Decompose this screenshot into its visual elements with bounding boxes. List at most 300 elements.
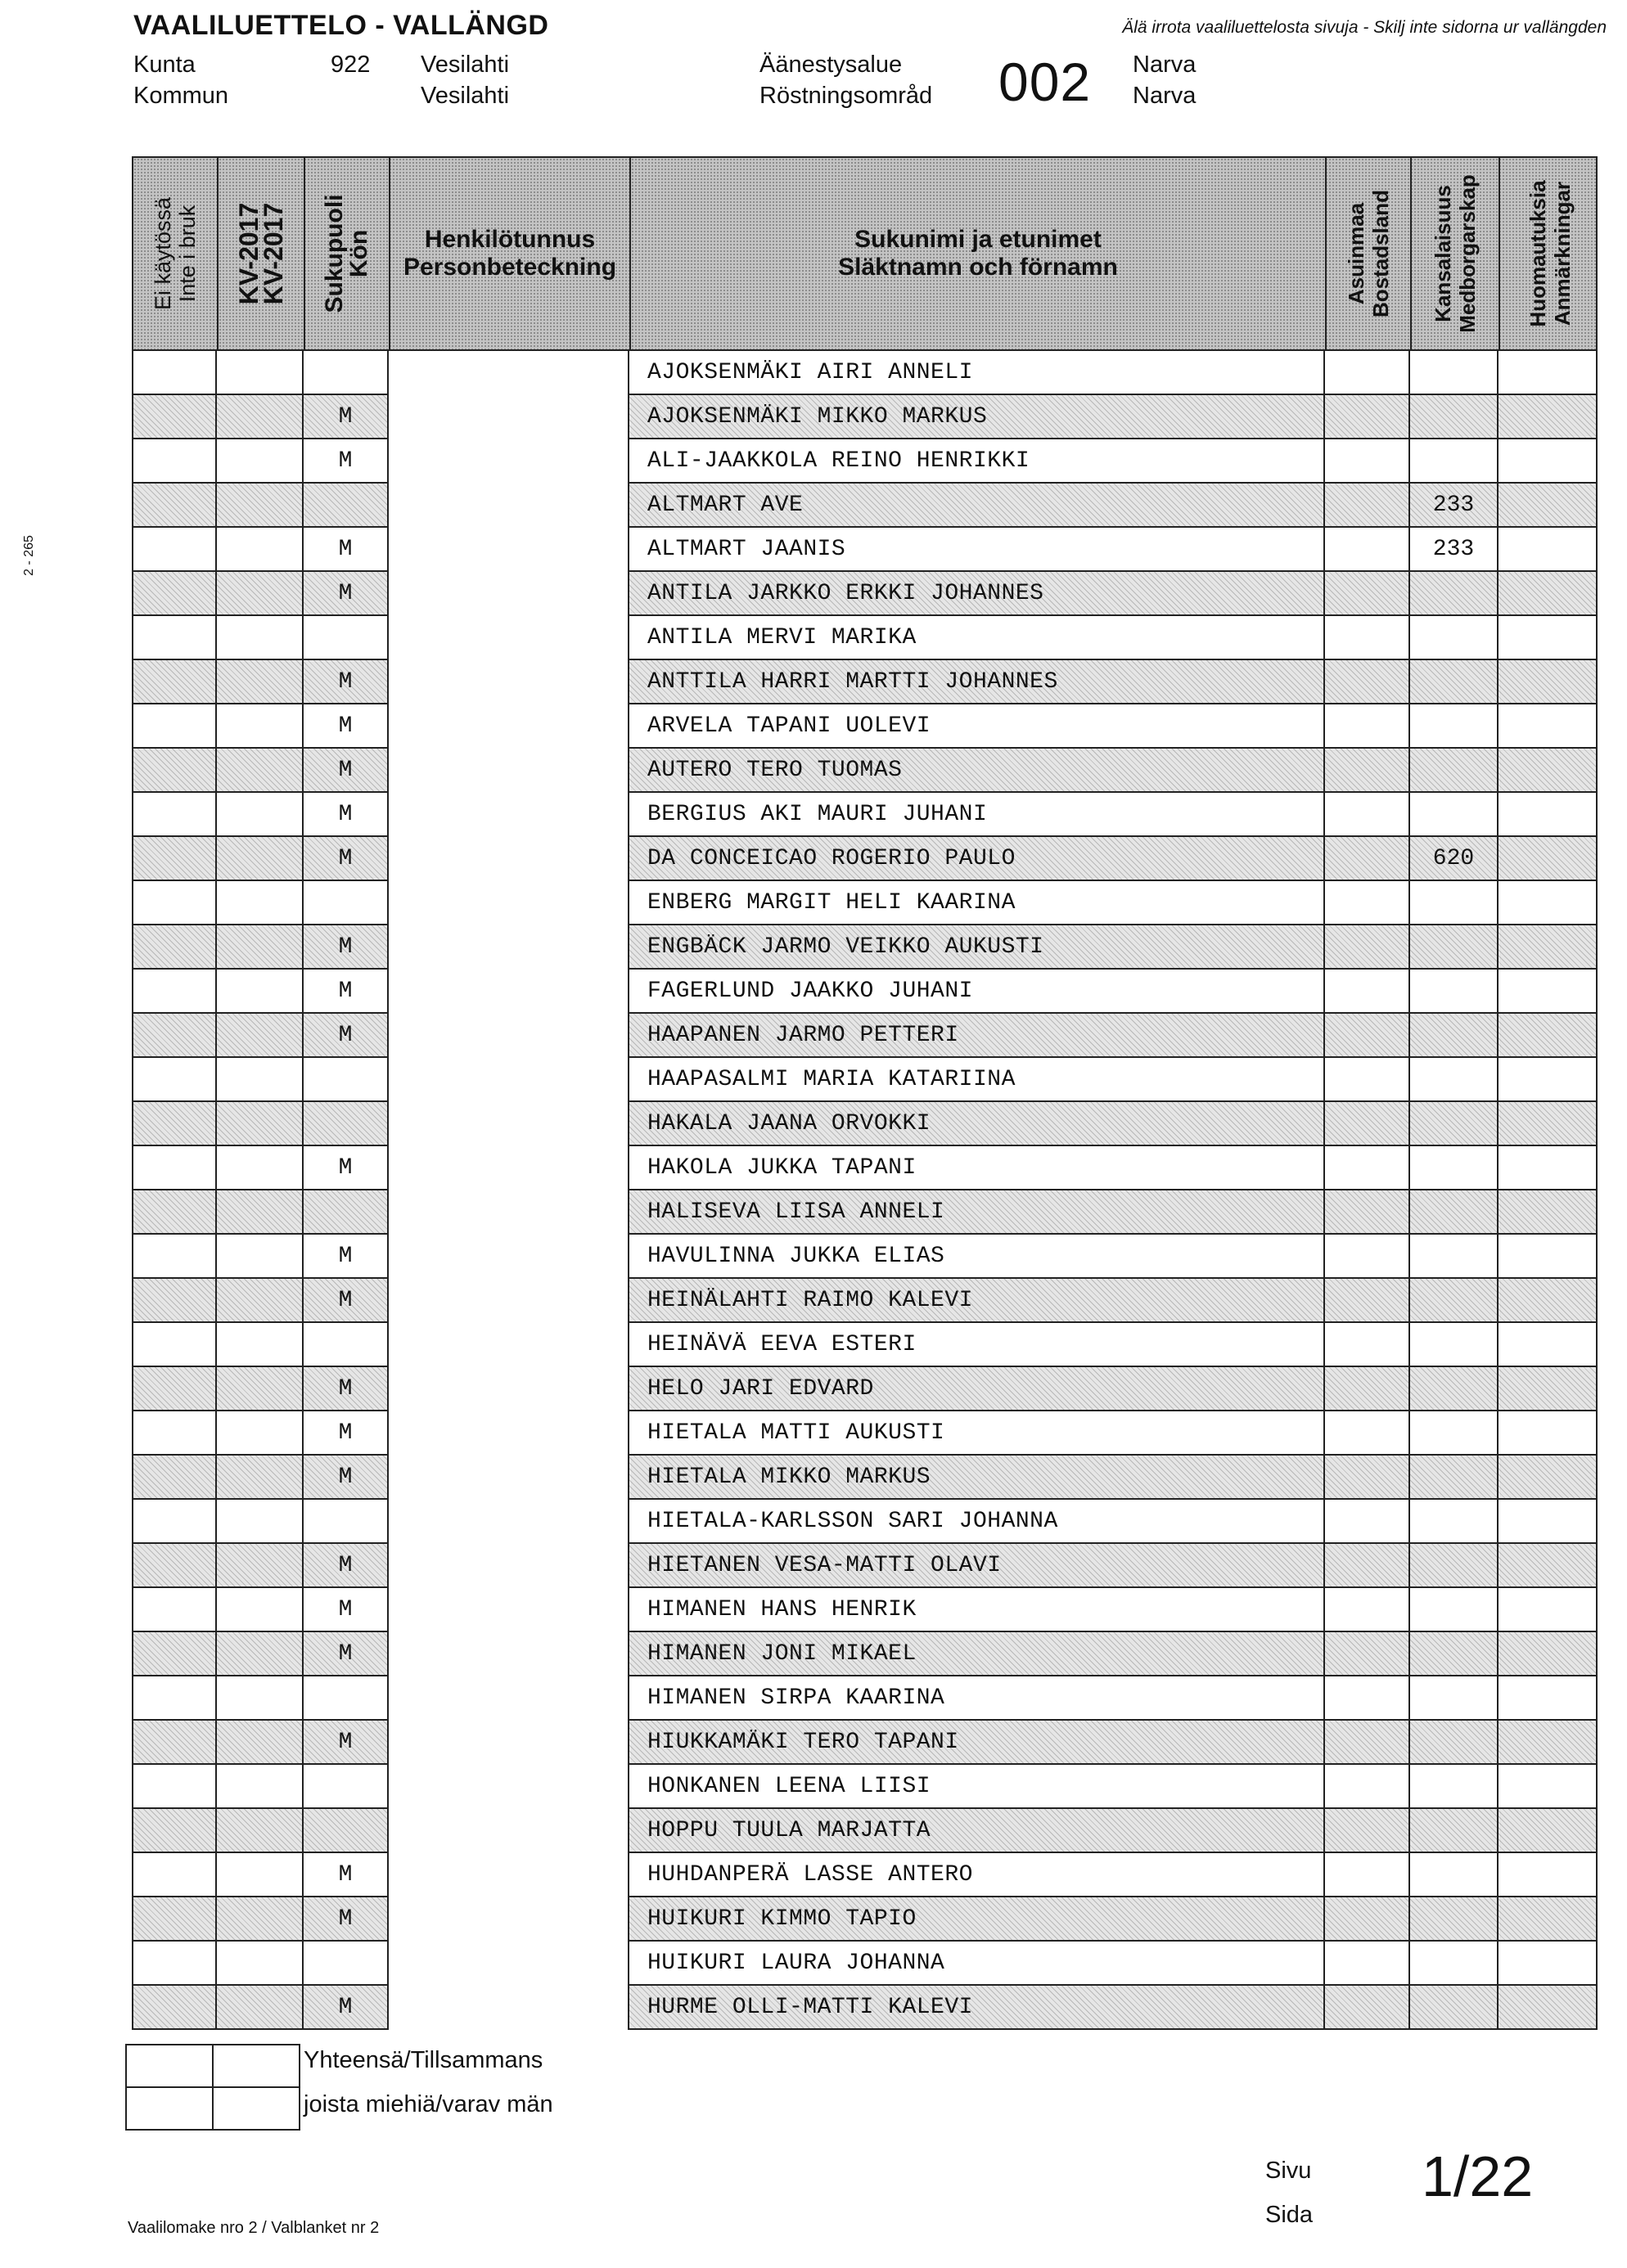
cell-gender: M [304, 1456, 389, 1500]
cell-id [389, 616, 629, 660]
cell-gender: M [304, 1897, 389, 1942]
cell-not-in-use [132, 1809, 217, 1853]
cell-residence [1325, 439, 1410, 484]
table-row [132, 970, 1598, 1014]
cell-id [389, 925, 629, 970]
cell-remarks [1499, 1058, 1598, 1102]
cell-name: HAVULINNA JUKKA ELIAS [629, 1235, 1325, 1279]
table-body [132, 351, 1598, 2030]
cell-not-in-use [132, 925, 217, 970]
cell-citizenship [1410, 351, 1499, 395]
table-row [132, 1721, 1598, 1765]
cell-remarks [1499, 1323, 1598, 1367]
cell-name: HURME OLLI-MATTI KALEVI [629, 1986, 1325, 2030]
cell-citizenship [1410, 1102, 1499, 1146]
cell-name: HOPPU TUULA MARJATTA [629, 1809, 1325, 1853]
cell-remarks [1499, 1146, 1598, 1190]
cell-name: HIMANEN SIRPA KAARINA [629, 1676, 1325, 1721]
cell-kv [217, 1102, 304, 1146]
cell-name: AJOKSENMÄKI MIKKO MARKUS [629, 395, 1325, 439]
cell-name: ARVELA TAPANI UOLEVI [629, 704, 1325, 749]
cell-residence [1325, 1102, 1410, 1146]
cell-id [389, 1544, 629, 1588]
cell-remarks [1499, 1014, 1598, 1058]
cell-not-in-use [132, 1942, 217, 1986]
table-row [132, 1235, 1598, 1279]
table-row [132, 925, 1598, 970]
cell-remarks [1499, 1102, 1598, 1146]
header-citizenship-fi: Kansalaisuus [1431, 185, 1455, 322]
cell-citizenship [1410, 970, 1499, 1014]
cell-remarks [1499, 793, 1598, 837]
cell-residence [1325, 1853, 1410, 1897]
cell-remarks [1499, 1897, 1598, 1942]
cell-kv [217, 395, 304, 439]
cell-not-in-use [132, 1411, 217, 1456]
cell-residence [1325, 704, 1410, 749]
cell-name: HAKOLA JUKKA TAPANI [629, 1146, 1325, 1190]
cell-citizenship [1410, 616, 1499, 660]
cell-residence [1325, 1986, 1410, 2030]
cell-name: HEINÄVÄ EEVA ESTERI [629, 1323, 1325, 1367]
cell-remarks [1499, 1588, 1598, 1632]
cell-kv [217, 1942, 304, 1986]
cell-not-in-use [132, 1897, 217, 1942]
cell-remarks [1499, 1500, 1598, 1544]
cell-remarks [1499, 970, 1598, 1014]
cell-citizenship [1410, 439, 1499, 484]
table-row [132, 1500, 1598, 1544]
cell-kv [217, 1323, 304, 1367]
cell-not-in-use [132, 881, 217, 925]
cell-residence [1325, 1544, 1410, 1588]
cell-residence [1325, 1014, 1410, 1058]
cell-citizenship [1410, 1942, 1499, 1986]
cell-name: HIETALA-KARLSSON SARI JOHANNA [629, 1500, 1325, 1544]
cell-kv [217, 1146, 304, 1190]
cell-id [389, 439, 629, 484]
cell-gender: M [304, 1853, 389, 1897]
cell-gender: M [304, 1632, 389, 1676]
cell-id [389, 660, 629, 704]
cell-remarks [1499, 1190, 1598, 1235]
header-id-fi: Henkilötunnus [424, 226, 596, 253]
cell-gender: M [304, 1279, 389, 1323]
cell-id [389, 1897, 629, 1942]
cell-name: ANTILA MERVI MARIKA [629, 616, 1325, 660]
cell-name: AJOKSENMÄKI AIRI ANNELI [629, 351, 1325, 395]
cell-id [389, 1500, 629, 1544]
header-gender-sv: Kön [345, 229, 372, 278]
cell-gender: M [304, 749, 389, 793]
cell-gender: M [304, 1367, 389, 1411]
cell-name: HUIKURI KIMMO TAPIO [629, 1897, 1325, 1942]
cell-kv [217, 1411, 304, 1456]
cell-name: HUIKURI LAURA JOHANNA [629, 1942, 1325, 1986]
cell-citizenship [1410, 1544, 1499, 1588]
cell-residence [1325, 793, 1410, 837]
cell-not-in-use [132, 1014, 217, 1058]
cell-id [389, 1942, 629, 1986]
cell-name: HALISEVA LIISA ANNELI [629, 1190, 1325, 1235]
table-row [132, 572, 1598, 616]
cell-gender: M [304, 395, 389, 439]
table-row [132, 1544, 1598, 1588]
cell-citizenship [1410, 1190, 1499, 1235]
cell-residence [1325, 1632, 1410, 1676]
cell-remarks [1499, 749, 1598, 793]
cell-remarks [1499, 1765, 1598, 1809]
header-gender-fi: Sukupuoli [321, 194, 348, 313]
cell-id [389, 351, 629, 395]
cell-not-in-use [132, 1676, 217, 1721]
cell-kv [217, 1367, 304, 1411]
cell-remarks [1499, 439, 1598, 484]
cell-remarks [1499, 528, 1598, 572]
cell-gender [304, 1102, 389, 1146]
cell-kv [217, 1721, 304, 1765]
cell-id [389, 1279, 629, 1323]
document-title: VAALILUETTELO - VALLÄNGD [133, 10, 549, 41]
cell-kv [217, 1676, 304, 1721]
cell-gender [304, 1676, 389, 1721]
cell-citizenship [1410, 925, 1499, 970]
cell-id [389, 749, 629, 793]
cell-id [389, 1632, 629, 1676]
cell-not-in-use [132, 351, 217, 395]
cell-name: HIETALA MATTI AUKUSTI [629, 1411, 1325, 1456]
cell-not-in-use [132, 1279, 217, 1323]
cell-name: ALTMART AVE [629, 484, 1325, 528]
cell-citizenship [1410, 572, 1499, 616]
cell-citizenship [1410, 1367, 1499, 1411]
cell-id [389, 528, 629, 572]
table-row [132, 1765, 1598, 1809]
cell-name: HAKALA JAANA ORVOKKI [629, 1102, 1325, 1146]
cell-name: AUTERO TERO TUOMAS [629, 749, 1325, 793]
cell-not-in-use [132, 1544, 217, 1588]
cell-gender [304, 1323, 389, 1367]
cell-id [389, 1190, 629, 1235]
cell-name: ENBERG MARGIT HELI KAARINA [629, 881, 1325, 925]
cell-not-in-use [132, 1235, 217, 1279]
cell-kv [217, 484, 304, 528]
cell-citizenship [1410, 1500, 1499, 1544]
cell-remarks [1499, 1986, 1598, 2030]
cell-remarks [1499, 1456, 1598, 1500]
total-label: Yhteensä/Tillsammans [304, 2047, 543, 2073]
cell-id [389, 1721, 629, 1765]
cell-id [389, 1765, 629, 1809]
cell-name: DA CONCEICAO ROGERIO PAULO [629, 837, 1325, 881]
cell-citizenship [1410, 1721, 1499, 1765]
cell-kv [217, 793, 304, 837]
cell-remarks [1499, 351, 1598, 395]
cell-gender: M [304, 970, 389, 1014]
cell-gender: M [304, 1986, 389, 2030]
cell-gender: M [304, 1721, 389, 1765]
table-row [132, 1367, 1598, 1411]
cell-residence [1325, 1411, 1410, 1456]
total-box-1 [125, 2044, 214, 2088]
table-row [132, 1456, 1598, 1500]
cell-residence [1325, 1367, 1410, 1411]
cell-id [389, 1235, 629, 1279]
cell-residence [1325, 1146, 1410, 1190]
cell-citizenship [1410, 881, 1499, 925]
area-name-fi: Narva [1133, 52, 1197, 78]
header-residence [1327, 158, 1412, 349]
cell-gender: M [304, 1014, 389, 1058]
cell-kv [217, 1190, 304, 1235]
table-row [132, 1323, 1598, 1367]
table-row [132, 1853, 1598, 1897]
header-name-sv: Släktnamn och förnamn [838, 254, 1118, 281]
cell-not-in-use [132, 616, 217, 660]
table-row [132, 439, 1598, 484]
cell-gender [304, 1058, 389, 1102]
men-box-2 [212, 2086, 300, 2131]
cell-residence [1325, 1676, 1410, 1721]
cell-kv [217, 837, 304, 881]
area-label-fi: Äänestysalue [759, 52, 903, 78]
cell-name: HIETALA MIKKO MARKUS [629, 1456, 1325, 1500]
cell-residence [1325, 484, 1410, 528]
cell-not-in-use [132, 660, 217, 704]
cell-residence [1325, 616, 1410, 660]
cell-not-in-use [132, 970, 217, 1014]
cell-remarks [1499, 1853, 1598, 1897]
cell-kv [217, 1014, 304, 1058]
cell-residence [1325, 881, 1410, 925]
cell-not-in-use [132, 837, 217, 881]
cell-name: HIETANEN VESA-MATTI OLAVI [629, 1544, 1325, 1588]
cell-remarks [1499, 1279, 1598, 1323]
header-not-in-use-sv: Inte i bruk [175, 205, 200, 303]
table-row [132, 660, 1598, 704]
cell-kv [217, 1058, 304, 1102]
table-row [132, 881, 1598, 925]
cell-residence [1325, 1721, 1410, 1765]
cell-residence [1325, 1235, 1410, 1279]
cell-not-in-use [132, 484, 217, 528]
cell-remarks [1499, 1721, 1598, 1765]
table-row [132, 793, 1598, 837]
cell-kv [217, 439, 304, 484]
cell-gender [304, 1765, 389, 1809]
area-code: 002 [998, 52, 1092, 112]
municipality-name-sv: Vesilahti [421, 83, 510, 109]
total-box-2 [212, 2044, 300, 2088]
table-row [132, 528, 1598, 572]
area-label-sv: Röstningsområd [759, 83, 933, 109]
cell-id [389, 484, 629, 528]
cell-not-in-use [132, 1853, 217, 1897]
cell-remarks [1499, 572, 1598, 616]
header-citizenship [1412, 158, 1500, 349]
cell-not-in-use [132, 1146, 217, 1190]
cell-citizenship [1410, 1456, 1499, 1500]
cell-id [389, 572, 629, 616]
cell-kv [217, 1765, 304, 1809]
header-residence-sv: Bostadsland [1368, 189, 1393, 318]
cell-gender: M [304, 439, 389, 484]
cell-name: ALTMART JAANIS [629, 528, 1325, 572]
cell-not-in-use [132, 704, 217, 749]
cell-name: HAAPASALMI MARIA KATARIINA [629, 1058, 1325, 1102]
cell-gender [304, 484, 389, 528]
side-code: 2 - 265 [22, 535, 36, 576]
cell-citizenship [1410, 1235, 1499, 1279]
page-label [1265, 2149, 1313, 2237]
cell-kv [217, 1809, 304, 1853]
cell-kv [217, 704, 304, 749]
men-label: joista miehiä/varav män [304, 2091, 553, 2117]
cell-id [389, 1367, 629, 1411]
cell-id [389, 704, 629, 749]
cell-residence [1325, 395, 1410, 439]
header-kv [219, 158, 305, 349]
header-gender [305, 158, 390, 349]
cell-citizenship [1410, 1588, 1499, 1632]
cell-kv [217, 660, 304, 704]
cell-gender: M [304, 837, 389, 881]
cell-residence [1325, 925, 1410, 970]
cell-not-in-use [132, 528, 217, 572]
header-kv-sv: KV-2017 [259, 202, 288, 305]
cell-id [389, 1014, 629, 1058]
cell-kv [217, 1632, 304, 1676]
table-row [132, 395, 1598, 439]
cell-not-in-use [132, 1986, 217, 2030]
cell-kv [217, 1897, 304, 1942]
cell-name: HAAPANEN JARMO PETTERI [629, 1014, 1325, 1058]
cell-name: ANTTILA HARRI MARTTI JOHANNES [629, 660, 1325, 704]
cell-gender [304, 1500, 389, 1544]
cell-remarks [1499, 1544, 1598, 1588]
form-label: Vaalilomake nro 2 / Valblanket nr 2 [128, 2219, 380, 2237]
cell-citizenship [1410, 1323, 1499, 1367]
cell-gender: M [304, 660, 389, 704]
cell-citizenship [1410, 1853, 1499, 1897]
header-not-in-use-fi: Ei käytössä [151, 196, 175, 311]
cell-residence [1325, 1942, 1410, 1986]
cell-citizenship [1410, 704, 1499, 749]
cell-not-in-use [132, 439, 217, 484]
cell-kv [217, 351, 304, 395]
cell-citizenship [1410, 1058, 1499, 1102]
cell-gender: M [304, 704, 389, 749]
cell-citizenship: 233 [1410, 528, 1499, 572]
table-row [132, 1632, 1598, 1676]
notice-text: Älä irrota vaaliluettelosta sivuja - Skilj inte sidorna ur vallängden [1122, 18, 1607, 37]
cell-kv [217, 528, 304, 572]
cell-residence [1325, 1588, 1410, 1632]
cell-not-in-use [132, 395, 217, 439]
cell-residence [1325, 1323, 1410, 1367]
cell-gender: M [304, 572, 389, 616]
cell-kv [217, 1456, 304, 1500]
table-row [132, 1588, 1598, 1632]
cell-not-in-use [132, 1102, 217, 1146]
cell-remarks [1499, 660, 1598, 704]
cell-remarks [1499, 484, 1598, 528]
cell-citizenship [1410, 1279, 1499, 1323]
men-box-1 [125, 2086, 214, 2131]
cell-citizenship [1410, 395, 1499, 439]
cell-remarks [1499, 1632, 1598, 1676]
cell-citizenship [1410, 793, 1499, 837]
cell-citizenship [1410, 1897, 1499, 1942]
table-row [132, 1411, 1598, 1456]
cell-name: BERGIUS AKI MAURI JUHANI [629, 793, 1325, 837]
cell-remarks [1499, 837, 1598, 881]
cell-name: HEINÄLAHTI RAIMO KALEVI [629, 1279, 1325, 1323]
cell-id [389, 1676, 629, 1721]
cell-not-in-use [132, 572, 217, 616]
cell-name: HIUKKAMÄKI TERO TAPANI [629, 1721, 1325, 1765]
cell-id [389, 881, 629, 925]
cell-not-in-use [132, 749, 217, 793]
cell-id [389, 793, 629, 837]
cell-citizenship: 620 [1410, 837, 1499, 881]
cell-gender: M [304, 1588, 389, 1632]
table-row [132, 1809, 1598, 1853]
table-row [132, 1102, 1598, 1146]
cell-gender: M [304, 1235, 389, 1279]
cell-kv [217, 1544, 304, 1588]
cell-citizenship [1410, 1411, 1499, 1456]
cell-residence [1325, 749, 1410, 793]
cell-kv [217, 1986, 304, 2030]
cell-gender: M [304, 925, 389, 970]
cell-citizenship [1410, 749, 1499, 793]
page-number: 1/22 [1422, 2144, 1534, 2208]
cell-residence [1325, 837, 1410, 881]
cell-id [389, 1323, 629, 1367]
table-row [132, 1146, 1598, 1190]
cell-residence [1325, 1190, 1410, 1235]
cell-kv [217, 749, 304, 793]
kunta-label: Kunta [133, 52, 196, 78]
kommun-label: Kommun [133, 83, 229, 109]
header-not-in-use [133, 158, 219, 349]
area-name-sv: Narva [1133, 83, 1197, 109]
cell-remarks [1499, 1367, 1598, 1411]
cell-not-in-use [132, 1058, 217, 1102]
cell-residence [1325, 528, 1410, 572]
cell-id [389, 837, 629, 881]
table-row [132, 749, 1598, 793]
cell-gender [304, 1942, 389, 1986]
cell-remarks [1499, 395, 1598, 439]
cell-remarks [1499, 925, 1598, 970]
cell-name: HIMANEN HANS HENRIK [629, 1588, 1325, 1632]
cell-citizenship: 233 [1410, 484, 1499, 528]
cell-gender: M [304, 1544, 389, 1588]
municipality-name-fi: Vesilahti [421, 52, 510, 78]
cell-gender [304, 1190, 389, 1235]
cell-id [389, 1588, 629, 1632]
cell-id [389, 970, 629, 1014]
cell-citizenship [1410, 1014, 1499, 1058]
page-label-fi: Sivu [1265, 2158, 1312, 2184]
table-row [132, 1676, 1598, 1721]
table-row [132, 1897, 1598, 1942]
cell-citizenship [1410, 1676, 1499, 1721]
page-label-sv: Sida [1265, 2202, 1314, 2228]
cell-remarks [1499, 1235, 1598, 1279]
